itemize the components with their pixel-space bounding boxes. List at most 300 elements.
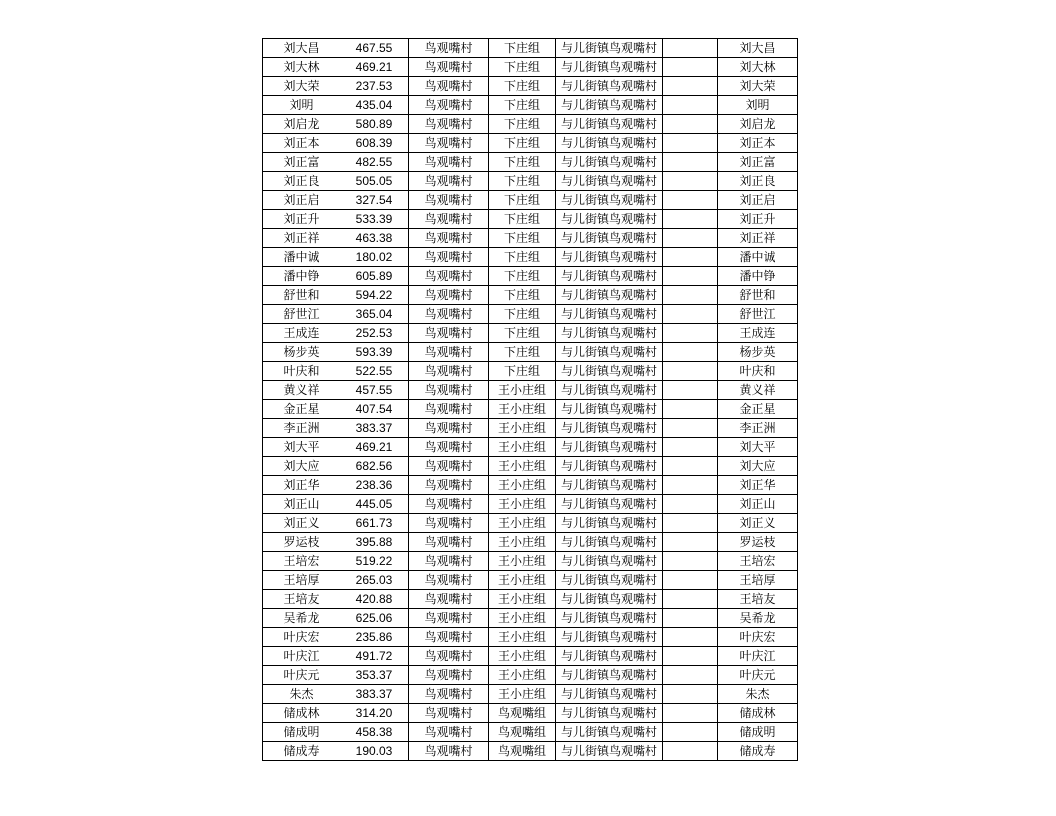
village-cell: 鸟观嘴村 — [409, 248, 489, 267]
name-cell: 刘大平 — [263, 438, 341, 457]
value-cell: 580.89 — [340, 115, 409, 134]
payee-cell: 叶庆宏 — [718, 628, 798, 647]
table-row — [263, 742, 798, 761]
address-cell: 与儿街镇鸟观嘴村 — [556, 343, 663, 362]
village-cell: 鸟观嘴村 — [409, 286, 489, 305]
name-cell: 储成寿 — [263, 742, 341, 761]
village-cell: 鸟观嘴村 — [409, 191, 489, 210]
village-cell: 鸟观嘴村 — [409, 134, 489, 153]
group-cell: 王小庄组 — [489, 381, 556, 400]
payee-cell: 吴希龙 — [718, 609, 798, 628]
value-cell: 605.89 — [340, 267, 409, 286]
group-cell: 王小庄组 — [489, 514, 556, 533]
table-row — [263, 286, 798, 305]
table-row — [263, 58, 798, 77]
table-row — [263, 495, 798, 514]
village-cell: 鸟观嘴村 — [409, 77, 489, 96]
address-cell: 与儿街镇鸟观嘴村 — [556, 419, 663, 438]
value-cell: 522.55 — [340, 362, 409, 381]
name-cell: 李正洲 — [263, 419, 341, 438]
group-cell: 下庄组 — [489, 77, 556, 96]
table-row — [263, 248, 798, 267]
value-cell: 463.38 — [340, 229, 409, 248]
address-cell: 与儿街镇鸟观嘴村 — [556, 666, 663, 685]
payee-cell: 刘正华 — [718, 476, 798, 495]
blank-cell — [663, 647, 718, 666]
payee-cell: 刘正富 — [718, 153, 798, 172]
address-cell: 与儿街镇鸟观嘴村 — [556, 571, 663, 590]
value-cell: 435.04 — [340, 96, 409, 115]
table-row — [263, 324, 798, 343]
name-cell: 刘正良 — [263, 172, 341, 191]
value-cell: 180.02 — [340, 248, 409, 267]
value-cell: 457.55 — [340, 381, 409, 400]
value-cell: 238.36 — [340, 476, 409, 495]
address-cell: 与儿街镇鸟观嘴村 — [556, 457, 663, 476]
table-row — [263, 229, 798, 248]
payee-cell: 潘中铮 — [718, 267, 798, 286]
blank-cell — [663, 704, 718, 723]
group-cell: 下庄组 — [489, 58, 556, 77]
value-cell: 190.03 — [340, 742, 409, 761]
value-cell: 383.37 — [340, 419, 409, 438]
table-row — [263, 609, 798, 628]
value-cell: 661.73 — [340, 514, 409, 533]
address-cell: 与儿街镇鸟观嘴村 — [556, 96, 663, 115]
table-row — [263, 134, 798, 153]
name-cell: 刘正启 — [263, 191, 341, 210]
village-cell: 鸟观嘴村 — [409, 210, 489, 229]
village-cell: 鸟观嘴村 — [409, 666, 489, 685]
payee-cell: 刘正山 — [718, 495, 798, 514]
payee-cell: 王培宏 — [718, 552, 798, 571]
village-cell: 鸟观嘴村 — [409, 39, 489, 58]
group-cell: 鸟观嘴组 — [489, 742, 556, 761]
blank-cell — [663, 248, 718, 267]
table-row — [263, 533, 798, 552]
table-row — [263, 39, 798, 58]
name-cell: 刘正义 — [263, 514, 341, 533]
blank-cell — [663, 476, 718, 495]
value-cell: 482.55 — [340, 153, 409, 172]
name-cell: 杨步英 — [263, 343, 341, 362]
blank-cell — [663, 77, 718, 96]
group-cell: 王小庄组 — [489, 666, 556, 685]
value-cell: 519.22 — [340, 552, 409, 571]
table-row — [263, 381, 798, 400]
value-cell: 469.21 — [340, 58, 409, 77]
payee-cell: 刘正本 — [718, 134, 798, 153]
table-row — [263, 172, 798, 191]
name-cell: 叶庆元 — [263, 666, 341, 685]
table-row — [263, 96, 798, 115]
address-cell: 与儿街镇鸟观嘴村 — [556, 58, 663, 77]
blank-cell — [663, 324, 718, 343]
blank-cell — [663, 419, 718, 438]
table-row — [263, 590, 798, 609]
payee-cell: 刘启龙 — [718, 115, 798, 134]
blank-cell — [663, 58, 718, 77]
village-cell: 鸟观嘴村 — [409, 571, 489, 590]
table-row — [263, 552, 798, 571]
value-cell: 458.38 — [340, 723, 409, 742]
address-cell: 与儿街镇鸟观嘴村 — [556, 685, 663, 704]
table-row — [263, 723, 798, 742]
payee-cell: 刘明 — [718, 96, 798, 115]
payee-cell: 黄义祥 — [718, 381, 798, 400]
value-cell: 467.55 — [340, 39, 409, 58]
address-cell: 与儿街镇鸟观嘴村 — [556, 381, 663, 400]
village-cell: 鸟观嘴村 — [409, 685, 489, 704]
value-cell: 608.39 — [340, 134, 409, 153]
village-cell: 鸟观嘴村 — [409, 267, 489, 286]
table-row — [263, 115, 798, 134]
name-cell: 吴希龙 — [263, 609, 341, 628]
payee-cell: 朱杰 — [718, 685, 798, 704]
value-cell: 593.39 — [340, 343, 409, 362]
address-cell: 与儿街镇鸟观嘴村 — [556, 533, 663, 552]
address-cell: 与儿街镇鸟观嘴村 — [556, 742, 663, 761]
village-cell: 鸟观嘴村 — [409, 381, 489, 400]
name-cell: 金正星 — [263, 400, 341, 419]
group-cell: 下庄组 — [489, 96, 556, 115]
group-cell: 王小庄组 — [489, 571, 556, 590]
village-cell: 鸟观嘴村 — [409, 96, 489, 115]
table-row — [263, 267, 798, 286]
village-cell: 鸟观嘴村 — [409, 343, 489, 362]
address-cell: 与儿街镇鸟观嘴村 — [556, 609, 663, 628]
address-cell: 与儿街镇鸟观嘴村 — [556, 39, 663, 58]
address-cell: 与儿街镇鸟观嘴村 — [556, 723, 663, 742]
name-cell: 朱杰 — [263, 685, 341, 704]
address-cell: 与儿街镇鸟观嘴村 — [556, 210, 663, 229]
name-cell: 黄义祥 — [263, 381, 341, 400]
group-cell: 王小庄组 — [489, 647, 556, 666]
value-cell: 365.04 — [340, 305, 409, 324]
blank-cell — [663, 115, 718, 134]
blank-cell — [663, 742, 718, 761]
value-cell: 353.37 — [340, 666, 409, 685]
blank-cell — [663, 210, 718, 229]
value-cell: 235.86 — [340, 628, 409, 647]
blank-cell — [663, 552, 718, 571]
value-cell: 314.20 — [340, 704, 409, 723]
address-cell: 与儿街镇鸟观嘴村 — [556, 552, 663, 571]
name-cell: 储成林 — [263, 704, 341, 723]
table-row — [263, 647, 798, 666]
name-cell: 刘正升 — [263, 210, 341, 229]
group-cell: 王小庄组 — [489, 400, 556, 419]
group-cell: 下庄组 — [489, 248, 556, 267]
table-row — [263, 685, 798, 704]
address-cell: 与儿街镇鸟观嘴村 — [556, 229, 663, 248]
value-cell: 265.03 — [340, 571, 409, 590]
village-cell: 鸟观嘴村 — [409, 229, 489, 248]
address-cell: 与儿街镇鸟观嘴村 — [556, 267, 663, 286]
value-cell: 383.37 — [340, 685, 409, 704]
table-row — [263, 191, 798, 210]
table-row — [263, 400, 798, 419]
village-cell: 鸟观嘴村 — [409, 400, 489, 419]
payee-cell: 潘中诚 — [718, 248, 798, 267]
address-cell: 与儿街镇鸟观嘴村 — [556, 77, 663, 96]
blank-cell — [663, 666, 718, 685]
table-row — [263, 457, 798, 476]
name-cell: 刘大荣 — [263, 77, 341, 96]
address-cell: 与儿街镇鸟观嘴村 — [556, 495, 663, 514]
group-cell: 下庄组 — [489, 229, 556, 248]
village-cell: 鸟观嘴村 — [409, 419, 489, 438]
table-row — [263, 438, 798, 457]
blank-cell — [663, 39, 718, 58]
name-cell: 储成明 — [263, 723, 341, 742]
name-cell: 刘正本 — [263, 134, 341, 153]
payee-cell: 刘正升 — [718, 210, 798, 229]
village-cell: 鸟观嘴村 — [409, 476, 489, 495]
blank-cell — [663, 609, 718, 628]
village-cell: 鸟观嘴村 — [409, 324, 489, 343]
village-cell: 鸟观嘴村 — [409, 533, 489, 552]
name-cell: 刘正山 — [263, 495, 341, 514]
value-cell: 445.05 — [340, 495, 409, 514]
address-cell: 与儿街镇鸟观嘴村 — [556, 248, 663, 267]
blank-cell — [663, 685, 718, 704]
village-cell: 鸟观嘴村 — [409, 647, 489, 666]
table-row — [263, 77, 798, 96]
blank-cell — [663, 153, 718, 172]
payee-cell: 刘大林 — [718, 58, 798, 77]
payee-cell: 储成明 — [718, 723, 798, 742]
table-row — [263, 362, 798, 381]
group-cell: 下庄组 — [489, 172, 556, 191]
group-cell: 王小庄组 — [489, 438, 556, 457]
address-cell: 与儿街镇鸟观嘴村 — [556, 476, 663, 495]
payee-cell: 刘大昌 — [718, 39, 798, 58]
value-cell: 469.21 — [340, 438, 409, 457]
name-cell: 王培厚 — [263, 571, 341, 590]
data-table — [262, 38, 798, 761]
address-cell: 与儿街镇鸟观嘴村 — [556, 514, 663, 533]
address-cell: 与儿街镇鸟观嘴村 — [556, 172, 663, 191]
value-cell: 407.54 — [340, 400, 409, 419]
village-cell: 鸟观嘴村 — [409, 704, 489, 723]
address-cell: 与儿街镇鸟观嘴村 — [556, 286, 663, 305]
table-body — [263, 39, 798, 761]
blank-cell — [663, 457, 718, 476]
blank-cell — [663, 590, 718, 609]
payee-cell: 舒世江 — [718, 305, 798, 324]
name-cell: 刘大林 — [263, 58, 341, 77]
group-cell: 下庄组 — [489, 324, 556, 343]
value-cell: 252.53 — [340, 324, 409, 343]
village-cell: 鸟观嘴村 — [409, 609, 489, 628]
group-cell: 下庄组 — [489, 191, 556, 210]
name-cell: 叶庆宏 — [263, 628, 341, 647]
blank-cell — [663, 286, 718, 305]
payee-cell: 刘大应 — [718, 457, 798, 476]
blank-cell — [663, 362, 718, 381]
payee-cell: 刘大荣 — [718, 77, 798, 96]
payee-cell: 王培友 — [718, 590, 798, 609]
address-cell: 与儿街镇鸟观嘴村 — [556, 628, 663, 647]
table-row — [263, 343, 798, 362]
name-cell: 王成连 — [263, 324, 341, 343]
blank-cell — [663, 514, 718, 533]
value-cell: 491.72 — [340, 647, 409, 666]
village-cell: 鸟观嘴村 — [409, 552, 489, 571]
value-cell: 682.56 — [340, 457, 409, 476]
name-cell: 潘中铮 — [263, 267, 341, 286]
value-cell: 505.05 — [340, 172, 409, 191]
payee-cell: 刘大平 — [718, 438, 798, 457]
village-cell: 鸟观嘴村 — [409, 514, 489, 533]
village-cell: 鸟观嘴村 — [409, 457, 489, 476]
blank-cell — [663, 495, 718, 514]
address-cell: 与儿街镇鸟观嘴村 — [556, 134, 663, 153]
address-cell: 与儿街镇鸟观嘴村 — [556, 191, 663, 210]
address-cell: 与儿街镇鸟观嘴村 — [556, 324, 663, 343]
name-cell: 刘正祥 — [263, 229, 341, 248]
table-row — [263, 210, 798, 229]
group-cell: 下庄组 — [489, 362, 556, 381]
name-cell: 刘启龙 — [263, 115, 341, 134]
table-row — [263, 153, 798, 172]
payee-cell: 刘正义 — [718, 514, 798, 533]
payee-cell: 储成寿 — [718, 742, 798, 761]
village-cell: 鸟观嘴村 — [409, 153, 489, 172]
blank-cell — [663, 172, 718, 191]
group-cell: 王小庄组 — [489, 457, 556, 476]
table-row — [263, 514, 798, 533]
group-cell: 鸟观嘴组 — [489, 704, 556, 723]
group-cell: 下庄组 — [489, 115, 556, 134]
table-row — [263, 305, 798, 324]
name-cell: 叶庆江 — [263, 647, 341, 666]
blank-cell — [663, 571, 718, 590]
village-cell: 鸟观嘴村 — [409, 172, 489, 191]
blank-cell — [663, 267, 718, 286]
group-cell: 王小庄组 — [489, 533, 556, 552]
address-cell: 与儿街镇鸟观嘴村 — [556, 153, 663, 172]
blank-cell — [663, 438, 718, 457]
table-row — [263, 419, 798, 438]
group-cell: 下庄组 — [489, 305, 556, 324]
value-cell: 237.53 — [340, 77, 409, 96]
payee-cell: 叶庆和 — [718, 362, 798, 381]
village-cell: 鸟观嘴村 — [409, 495, 489, 514]
group-cell: 王小庄组 — [489, 590, 556, 609]
name-cell: 舒世江 — [263, 305, 341, 324]
payee-cell: 杨步英 — [718, 343, 798, 362]
village-cell: 鸟观嘴村 — [409, 628, 489, 647]
name-cell: 舒世和 — [263, 286, 341, 305]
table-row — [263, 571, 798, 590]
name-cell: 刘正华 — [263, 476, 341, 495]
address-cell: 与儿街镇鸟观嘴村 — [556, 362, 663, 381]
group-cell: 王小庄组 — [489, 419, 556, 438]
payee-cell: 叶庆元 — [718, 666, 798, 685]
name-cell: 刘正富 — [263, 153, 341, 172]
group-cell: 下庄组 — [489, 267, 556, 286]
village-cell: 鸟观嘴村 — [409, 590, 489, 609]
payee-cell: 刘正启 — [718, 191, 798, 210]
blank-cell — [663, 96, 718, 115]
value-cell: 594.22 — [340, 286, 409, 305]
blank-cell — [663, 229, 718, 248]
group-cell: 下庄组 — [489, 343, 556, 362]
name-cell: 潘中诚 — [263, 248, 341, 267]
group-cell: 王小庄组 — [489, 495, 556, 514]
table-row — [263, 628, 798, 647]
value-cell: 395.88 — [340, 533, 409, 552]
name-cell: 王培友 — [263, 590, 341, 609]
value-cell: 533.39 — [340, 210, 409, 229]
payee-cell: 刘正良 — [718, 172, 798, 191]
blank-cell — [663, 191, 718, 210]
name-cell: 王培宏 — [263, 552, 341, 571]
group-cell: 下庄组 — [489, 134, 556, 153]
group-cell: 下庄组 — [489, 286, 556, 305]
address-cell: 与儿街镇鸟观嘴村 — [556, 704, 663, 723]
value-cell: 327.54 — [340, 191, 409, 210]
address-cell: 与儿街镇鸟观嘴村 — [556, 305, 663, 324]
table-row — [263, 704, 798, 723]
payee-cell: 储成林 — [718, 704, 798, 723]
group-cell: 王小庄组 — [489, 685, 556, 704]
table-row — [263, 476, 798, 495]
payee-cell: 李正洲 — [718, 419, 798, 438]
group-cell: 王小庄组 — [489, 476, 556, 495]
name-cell: 刘大昌 — [263, 39, 341, 58]
address-cell: 与儿街镇鸟观嘴村 — [556, 590, 663, 609]
payee-cell: 叶庆江 — [718, 647, 798, 666]
village-cell: 鸟观嘴村 — [409, 362, 489, 381]
group-cell: 下庄组 — [489, 153, 556, 172]
group-cell: 下庄组 — [489, 210, 556, 229]
address-cell: 与儿街镇鸟观嘴村 — [556, 438, 663, 457]
name-cell: 刘大应 — [263, 457, 341, 476]
village-cell: 鸟观嘴村 — [409, 742, 489, 761]
village-cell: 鸟观嘴村 — [409, 58, 489, 77]
payee-cell: 刘正祥 — [718, 229, 798, 248]
blank-cell — [663, 400, 718, 419]
group-cell: 王小庄组 — [489, 609, 556, 628]
village-cell: 鸟观嘴村 — [409, 305, 489, 324]
village-cell: 鸟观嘴村 — [409, 438, 489, 457]
village-cell: 鸟观嘴村 — [409, 115, 489, 134]
group-cell: 鸟观嘴组 — [489, 723, 556, 742]
name-cell: 叶庆和 — [263, 362, 341, 381]
blank-cell — [663, 305, 718, 324]
value-cell: 625.06 — [340, 609, 409, 628]
blank-cell — [663, 723, 718, 742]
name-cell: 罗运枝 — [263, 533, 341, 552]
blank-cell — [663, 343, 718, 362]
group-cell: 下庄组 — [489, 39, 556, 58]
group-cell: 王小庄组 — [489, 552, 556, 571]
address-cell: 与儿街镇鸟观嘴村 — [556, 115, 663, 134]
blank-cell — [663, 628, 718, 647]
table-row — [263, 666, 798, 685]
value-cell: 420.88 — [340, 590, 409, 609]
blank-cell — [663, 381, 718, 400]
payee-cell: 罗运枝 — [718, 533, 798, 552]
payee-cell: 王成连 — [718, 324, 798, 343]
payee-cell: 舒世和 — [718, 286, 798, 305]
address-cell: 与儿街镇鸟观嘴村 — [556, 400, 663, 419]
address-cell: 与儿街镇鸟观嘴村 — [556, 647, 663, 666]
payee-cell: 王培厚 — [718, 571, 798, 590]
